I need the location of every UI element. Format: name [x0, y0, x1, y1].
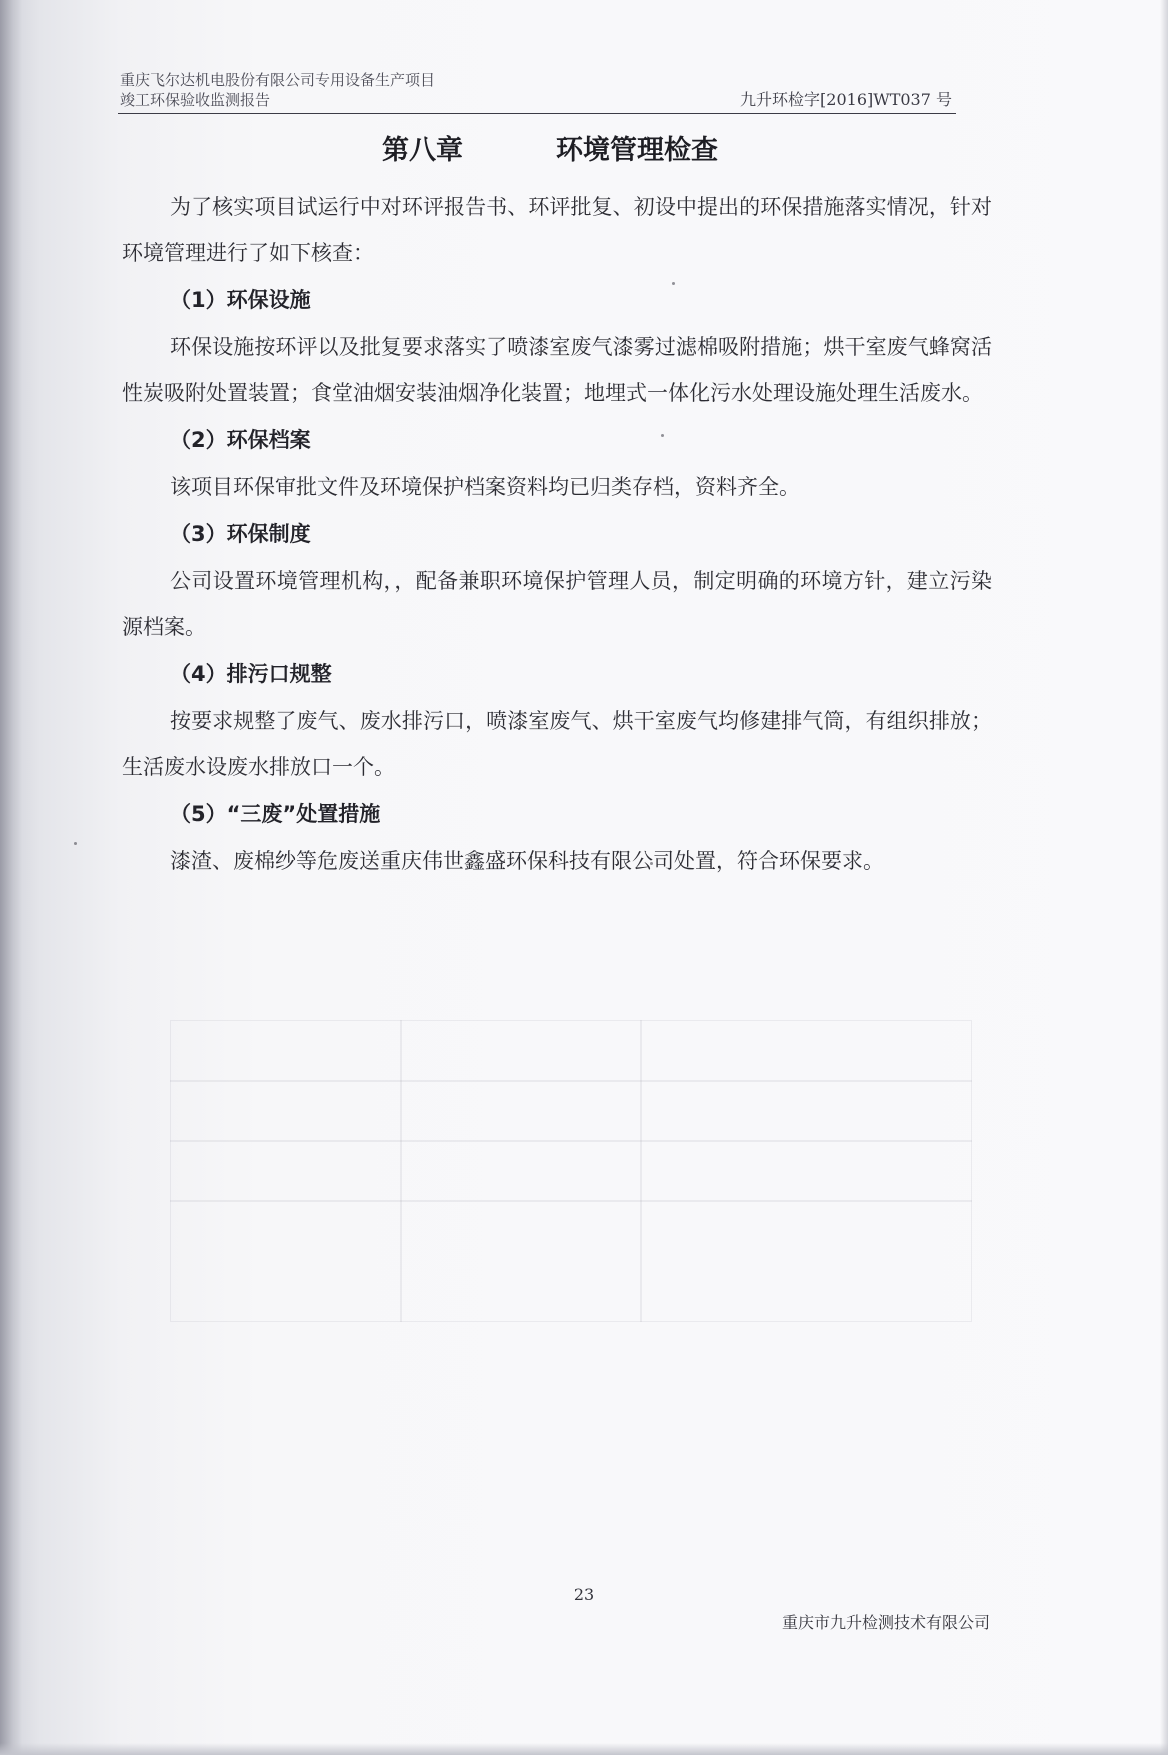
page-number: 23: [573, 1585, 595, 1604]
scan-speck: [74, 842, 77, 845]
section-text-facilities: 环保设施按环评以及批复要求落实了喷漆室废气漆雾过滤棉吸附措施；烘干室废气蜂窝活性炭吸附处置装置；食堂油烟安装油烟净化装置；地埋式一体化污水处理设施处理生活废水。: [122, 335, 992, 405]
bleed-through-line: [170, 1200, 972, 1202]
section-text-archives: 该项目环保审批文件及环境保护档案资料均已归类存档，资料齐全。: [170, 475, 800, 499]
document-body: [122, 184, 992, 884]
report-header-title: [120, 70, 435, 110]
scan-shadow-left: [0, 0, 22, 1755]
section-text-outlets: 按要求规整了废气、废水排污口，喷漆室废气、烘干室废气均修建排气筒，有组织排放；生活废水设废水排放口一个。: [122, 709, 992, 779]
scan-shadow-bottom: [0, 1743, 1168, 1755]
scan-shadow-right: [1160, 0, 1168, 1755]
header-report-type: 竣工环保验收监测报告: [120, 91, 271, 109]
chapter-number: 第八章: [382, 135, 463, 166]
intro-paragraph: 为了核实项目试运行中对环评报告书、环评批复、初设中提出的环保措施落实情况，针对环境管理进行了如下核查：: [122, 195, 992, 265]
section-text-system: 公司设置环境管理机构，，配备兼职环境保护管理人员，制定明确的环境方针，建立污染源档案。: [122, 569, 992, 639]
section-heading-outlets: （4）排污口规整: [170, 662, 332, 686]
footer-company: 重庆市九升检测技术有限公司: [781, 1613, 990, 1632]
chapter-heading: [0, 128, 1168, 168]
header-report-number: 九升环检字[2016]WT037 号: [740, 90, 952, 109]
section-heading-waste: （5）“三废”处置措施: [170, 802, 381, 826]
section-heading-archives: （2）环保档案: [170, 428, 311, 452]
section-heading-system: （3）环保制度: [170, 522, 311, 546]
bleed-through-line: [400, 1020, 402, 1322]
header-project-name: 重庆飞尔达机电股份有限公司专用设备生产项目: [120, 71, 436, 89]
bleed-through-line: [170, 1080, 972, 1082]
chapter-title: 环境管理检查: [556, 135, 718, 166]
bleed-through-table: [170, 1020, 972, 1322]
header-divider: [118, 113, 956, 114]
bleed-through-line: [170, 1140, 972, 1142]
section-text-waste: 漆渣、废棉纱等危废送重庆伟世鑫盛环保科技有限公司处置，符合环保要求。: [170, 849, 884, 873]
section-heading-facilities: （1）环保设施: [170, 288, 311, 312]
bleed-through-line: [640, 1020, 642, 1322]
